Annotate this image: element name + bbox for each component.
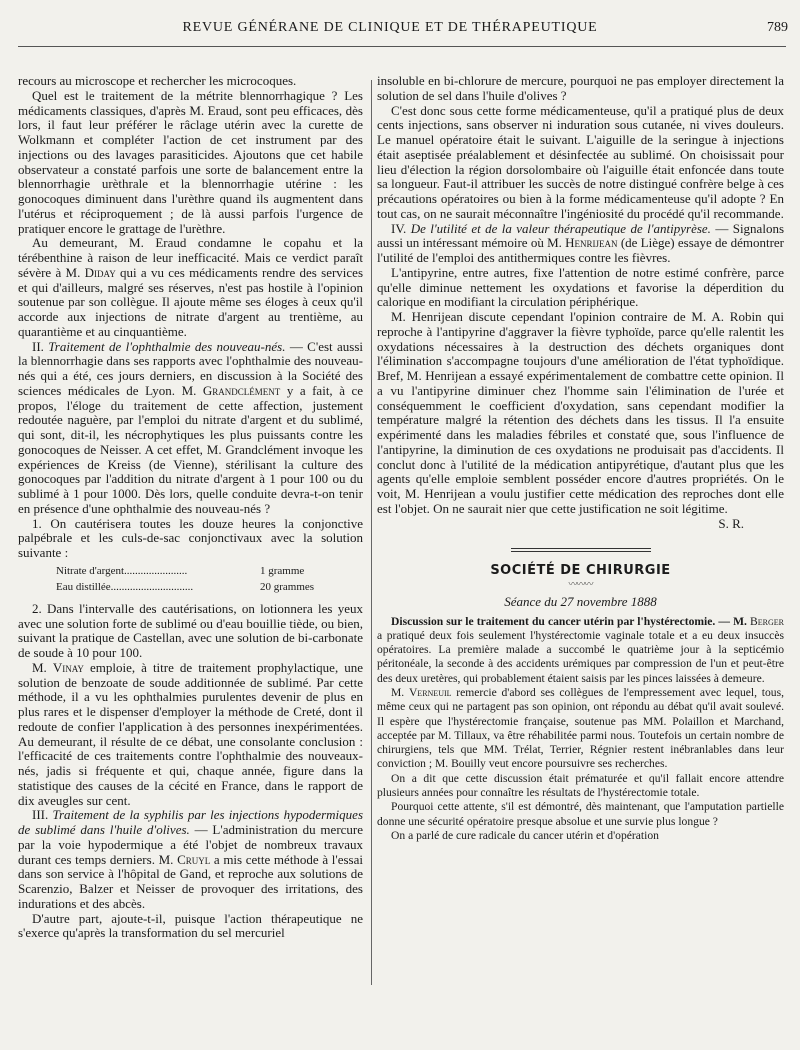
page-number: 789	[767, 20, 788, 35]
paragraph: 1. On cautérisera toutes les douze heures la conjonctive palpébrale et les culs-de-sac conjonctivaux avec la solution suivante :	[18, 515, 363, 560]
paragraph: insoluble en bi-chlorure de mercure, pourquoi ne pas employer directement la solution de sel dans l'huile d'olives ?	[377, 73, 784, 103]
paragraph: 2. Dans l'intervalle des cautérisations, on lotionnera les yeux avec une solution forte de sublimé ou d'eau bouillie tiède, ou bien, suivant la pratique de Castellan, avec une solution de bi-carbonate de soude à 10 pour 100.	[18, 600, 363, 660]
author-name: Grandclément	[202, 382, 281, 398]
section-heading: Traitement de la syphilis par les injections hypodermiques de sublimé dans l'huile d'olives.	[18, 807, 363, 837]
author-name: Berger	[750, 614, 784, 628]
paragraph: recours au microscope et rechercher les microcoques.	[18, 73, 297, 88]
session-date: Séance du 27 novembre 1888	[504, 593, 657, 609]
paragraph: Quel est le traitement de la métrite blennorrhagique ? Les médicaments classiques, d'après M. Eraud, sont peu efficaces, dès lors, il faut leur préférer le râclage utérin avec la curette de Wolkmann et compléter l'action de cet instrument par des injections ou des lavages parasiticides. Ajoutons que cet habile observateur a constaté parfois une sorte de balancement entre la blennorrhagie urèthrale et la blennorrhagie utérine : les gonocoques diminuent dans l'urèthre quand ils augmentent dans l'utérus et réciproquement ; de là aussi parfois l'urgence de pratiquer encore le grattage de l'urèthre.	[18, 87, 363, 236]
author-name: Vinay	[52, 659, 84, 675]
signature-line	[377, 517, 784, 532]
paragraph: M. Henrijean discute cependant l'opinion contraire de M. A. Robin qui reproche à l'antipyrine d'aggraver la fièvre typhoïde, parce qu'elle ralentit les oxydations nécessaires à la destruction des déchets organiques dont l'élimination s'accompagne toujours d'une amélioration de l'état typhoïdique. Bref, M. Henrijean a essayé expérimentalement de combattre cette opinion. Il a vu l'antipyrine diminuer chez l'homme sain l'élimination de l'urée et conséquemment le coefficient d'oxydation, sans cependant modifier la température malgré la rétention des déchets dans les tissus. Il l'a ensuite expérimenté dans les maladies fébriles et constaté que, sous l'influence de l'antipyrine, la diminution de ces oxydations ne produisait pas d'accidents. Il conclut donc à l'utilité de la médication antipyrétique, d'autant plus que les agents qu'elle emploie semblent posséder encore d'autres propriétés. On le voit, M. Henrijean a voulu justifier cette médication des reproches dont elle est l'objet. On ne saurait nier que cette justification ne soit légitime.	[377, 309, 784, 516]
column-divider	[371, 80, 372, 985]
ornament-icon: 〰〰〰	[568, 578, 593, 589]
section-heading: De l'utilité et de la valeur thérapeutique de l'antipyrèse.	[410, 220, 711, 236]
right-column	[377, 74, 784, 843]
running-header	[0, 20, 800, 44]
paragraph: Discussion sur le traitement du cancer utérin par l'hystérectomie. — M. Berger a pratiqué deux fois seulement l'hystérectomie vaginale totale et a eu deux insuccès opératoires. La première malade a succombé le quatrième jour à la septicémio péritonéale, la seconde à des accidents urémiques par compression de l'un et peut-être des deux uretères, qui probablement étaient saisis par les pinces laissées à demeure.	[377, 614, 784, 685]
header-rule	[18, 46, 786, 47]
author-name: Verneuil	[408, 685, 452, 699]
formula-line: Eau distillée.............................. 20 grammes	[56, 580, 315, 593]
paragraph: On a parlé de cure radicale du cancer utérin et d'opération	[391, 828, 659, 842]
paragraph: L'antipyrine, entre autres, fixe l'attention de notre estimé confrère, parce qu'elle diminue nettement les oxydations et favorise la déperdition du calorique en modifiant la circulation périphérique.	[377, 264, 784, 310]
author-name: Cruyl	[177, 851, 211, 867]
signature: S. R.	[718, 515, 744, 531]
paragraph: D'autre part, ajoute-t-il, puisque l'action thérapeutique ne s'exerce qu'après la transformation du sel mercuriel	[18, 910, 363, 941]
paragraph: C'est donc sous cette forme médicamenteuse, qu'il a pratiqué plus de deux cents injections, sans observer ni induration sous cutanée, ni vives douleurs. Le manuel opératoire était le suivant. L'aiguille de la seringue à injections était aseptisée préalablement et désinfectée au sublimé. On choisissait pour lieu d'élection la région dorsolombaire où l'aiguille était enfoncée dans toute sa longueur. Faut-il attribuer les succès de notre distingué confrère belge à ces précautions opératoires ou bien à la forme médicamenteuse qu'il adopte ? En tout cas, on ne saurait méconnaître l'ingéniosité du procédé qu'il recommande.	[377, 102, 784, 221]
paragraph: M. Verneuil remercie d'abord ses collègues de l'empressement avec lequel, tous, même ceux qui ne partagent pas son opinion, ont répondu au débat qu'il avait soulevé. Il espère que l'hystérectomie française, soutenue pas MM. Polaillon et Marchand, acceptée par M. Tillaux, va être réhabilitée parmi nous. Toutefois un certain nombre de chirurgiens, tels que MM. Trélat, Terrier, Régnier restent inébranlables dans leur conviction ; M. Bouilly veut encore poursuivre ses recherches.	[377, 685, 784, 771]
formula-line: Nitrate d'argent....................... 1 gramme	[56, 564, 305, 577]
section-paragraph: IV. De l'utilité et de la valeur thérapeutique de l'antipyrèse. — Signalons aussi un intéressant mémoire où M. Henrijean (de Liège) essaye de démontrer l'utilité de l'emploi des antithermiques contre les fièvres.	[377, 220, 785, 265]
section-paragraph: II. Traitement de l'ophthalmie des nouveau-nés. — C'est aussi la blennorrhagie dans ses rapports avec l'ophthalmie des nouveau-nés qui a été, ces jours derniers, en discussion à la Société des sciences médicales de Lyon. M. Grandclément y a fait, à ce propos, l'éloge du traitement de cette affection, justement redoutée naguère, par l'emploi du nitrate d'argent et du sublimé, qui sont, dit-il, les nécrophytiques les plus puissants contre les gonocoques de Neisser. A cet effet, M. Grandclément invoque les expériences de Kreiss (de Vienne), stérilisant la culture des gonocoques par l'addition du nitrate d'argent à 1 pour 100 ou du sublimé à 1 pour 1000. Dès lors, quelle conduite devra-t-on tenir en présence d'une ophthalmie des nouveau-nés ?	[18, 338, 364, 516]
journal-title: REVUE GÉNÉRANE DE CLINIQUE ET DE THÉRAPEUTIQUE	[182, 20, 598, 35]
paragraph: On a dit que cette discussion était prématurée et qu'il fallait encore attendre plusieurs années pour connaître les résultats de l'hystérectomie totale.	[377, 771, 784, 800]
paragraph: M. Vinay emploie, à titre de traitement prophylactique, une solution de benzoate de soude additionnée de sublimé. Par cette méthode, il a vu les ophthalmies purulentes devenir de plus en plus rares et le dispenser d'employer la méthode de Creté, dont il redoute de confier l'application à des personnes inexpérimentées. Au demeurant, il résulte de ce débat, une consolante conclusion : l'efficacité de ces traitements contre l'ophthalmie des nouveaux-nés, jadis si fréquente et qui, chaque année, figure dans la statistique des causes de la cécité en France, dans le rapport de dix aveugles sur cent.	[18, 659, 364, 808]
society-report	[377, 615, 784, 844]
paragraph: Au demeurant, M. Eraud condamne le copahu et la térébenthine à raison de leur inefficacité. Mais ce verdict paraît sévère à M. Diday qui a vu ces médicaments rendre des services et qui d'ailleurs, malgré ses réserves, n'est pas hostile à l'opinion soutenue par son collègue. Il ajoute même ses éloges à ceux qu'il accorde aux injections de nitrate d'argent au trentième, au quarantième et au cinquantième.	[18, 235, 364, 339]
author-name: Diday	[84, 264, 116, 280]
left-column	[18, 74, 363, 941]
author-name: Henrijean	[565, 235, 618, 251]
section-separator	[377, 541, 784, 556]
section-heading: Traitement de l'ophthalmie des nouveau-nés.	[48, 338, 286, 354]
paragraph: Pourquoi cette attente, s'il est démontré, dès maintenant, que l'amputation partielle donne une sécurité opératoire presque absolue et une survie plus longue ?	[377, 800, 784, 828]
discussion-heading: Discussion sur le traitement du cancer utérin par l'hystérectomie.	[391, 614, 716, 628]
society-section-title: SOCIÉTÉ DE CHIRURGIE	[490, 563, 671, 578]
section-paragraph: III. Traitement de la syphilis par les injections hypodermiques de sublimé dans l'huile d'olives. — L'administration du mercure par la voie hypodermique a été l'objet de nombreux travaux durant ces temps derniers. M. Cruyl a mis cette méthode à l'essai dans son service à l'hôpital de Gand, et reproche aux solutions de Scarenzio, Balzer et Neisser de provoquer des irritations, des indurations et des abcès.	[18, 807, 364, 911]
